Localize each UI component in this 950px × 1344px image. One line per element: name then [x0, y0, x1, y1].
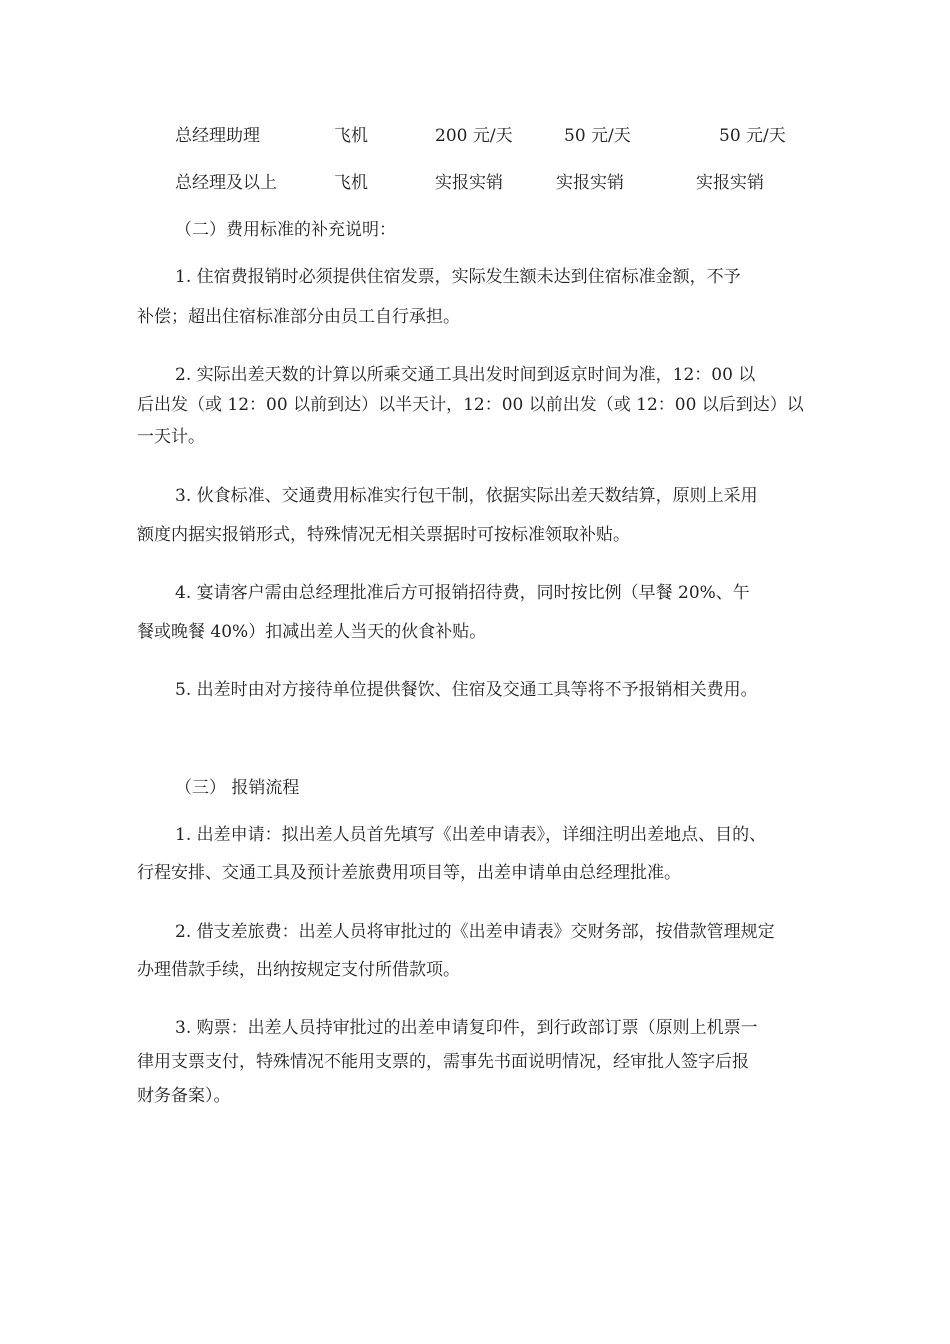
table-cell-lodging: 200 元/天 — [435, 126, 513, 146]
table-cell-transport: 飞机 — [334, 173, 368, 193]
table-cell-position: 总经理助理 — [175, 126, 260, 146]
table-cell-meal: 50 元/天 — [564, 126, 631, 146]
table-cell-transport: 飞机 — [334, 126, 368, 146]
paragraph-line: 3. 购票：出差人员持审批过的出差申请复印件，到行政部订票（原则上机票一 — [175, 1018, 758, 1038]
paragraph-line: 额度内据实报销形式，特殊情况无相关票据时可按标准领取补贴。 — [137, 525, 630, 545]
paragraph-line: 行程安排、交通工具及预计差旅费用项目等，出差申请单由总经理批准。 — [137, 863, 681, 883]
paragraph-line: 后出发（或 12：00 以前到达）以半天计，12：00 以前出发（或 12：00 以后到达）以 — [137, 395, 804, 415]
paragraph-line: 餐或晚餐 40%）扣减出差人当天的伙食补贴。 — [137, 622, 487, 642]
paragraph-line: 律用支票支付，特殊情况不能用支票的，需事先书面说明情况，经审批人签字后报 — [137, 1052, 749, 1072]
paragraph-line: 1. 出差申请：拟出差人员首先填写《出差申请表》，详细注明出差地点、目的、 — [175, 825, 767, 845]
paragraph-line: 4. 宴请客户需由总经理批准后方可报销招待费，同时按比例（早餐 20%、午 — [175, 583, 750, 603]
paragraph-line: 一天计。 — [137, 427, 205, 447]
table-cell-meal: 实报实销 — [556, 173, 624, 193]
paragraph-line: 2. 实际出差天数的计算以所乘交通工具出发时间到返京时间为准，12：00 以 — [175, 365, 756, 385]
table-cell-lodging: 实报实销 — [435, 173, 503, 193]
paragraph-line: 2. 借支差旅费：出差人员将审批过的《出差申请表》交财务部，按借款管理规定 — [175, 922, 775, 942]
paragraph-line: 5. 出差时由对方接待单位提供餐饮、住宿及交通工具等将不予报销相关费用。 — [175, 680, 758, 700]
paragraph-line: 财务备案）。 — [137, 1086, 231, 1106]
table-row — [0, 168, 950, 198]
table-cell-position: 总经理及以上 — [175, 173, 277, 193]
paragraph-line: 补偿；超出住宿标准部分由员工自行承担。 — [137, 307, 460, 327]
paragraph-line: 3. 伙食标准、交通费用标准实行包干制，依据实际出差天数结算，原则上采用 — [175, 486, 758, 506]
table-row — [0, 121, 950, 151]
paragraph-line: 1. 住宿费报销时必须提供住宿发票，实际发生额未达到住宿标准金额，不予 — [175, 267, 741, 287]
table-cell-local-transport: 实报实销 — [696, 173, 764, 193]
paragraph-line: 办理借款手续，出纳按规定支付所借款项。 — [137, 960, 460, 980]
table-cell-local-transport: 50 元/天 — [719, 126, 786, 146]
section-heading: （三） 报销流程 — [175, 778, 300, 798]
section-heading: （二）费用标准的补充说明： — [175, 220, 396, 240]
